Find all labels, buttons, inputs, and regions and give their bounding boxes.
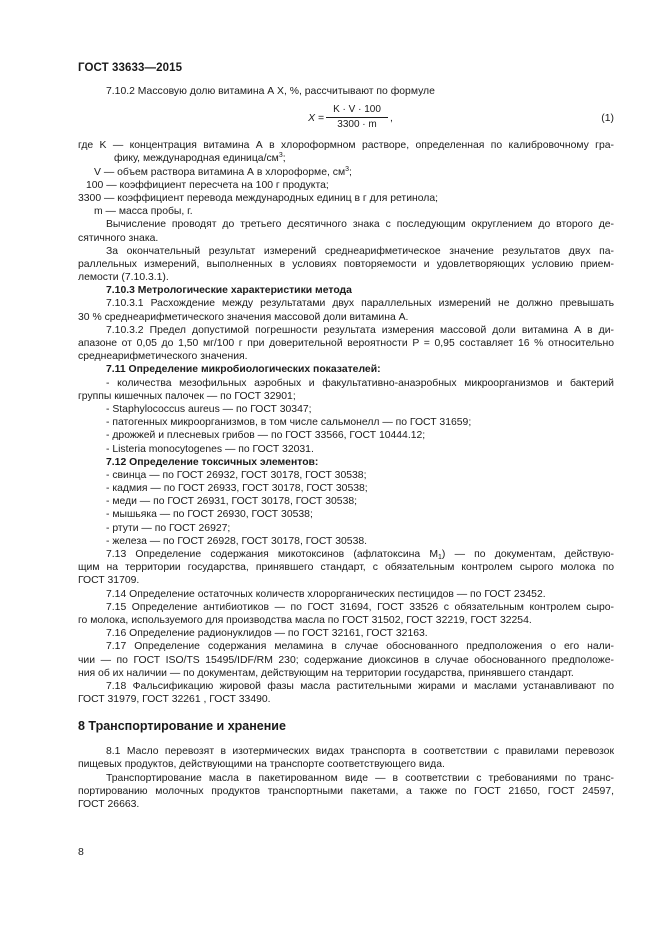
list-item: - железа — по ГОСТ 26928, ГОСТ 30178, ГОСТ 30538. xyxy=(106,535,368,547)
paragraph-line: Вычисление проводят до третьего десятичного знака с последующим округлением до второго де- xyxy=(106,219,614,231)
clause-7-14: 7.14 Определение остаточных количеств хлорорганических пестицидов — по ГОСТ 23452. xyxy=(106,588,546,600)
paragraph-line: портированию молочных продуктов транспортными пакетами, а также по ГОСТ 21650, ГОСТ 24597, xyxy=(78,785,614,797)
document-body xyxy=(78,85,614,811)
list-item: - кадмия — по ГОСТ 26933, ГОСТ 30178, ГОСТ 30538; xyxy=(106,483,368,495)
paragraph-line: чии — по ГОСТ ISO/TS 15495/IDF/RM 230; содержание диоксинов в случае обоснованного предположе- xyxy=(78,654,614,666)
paragraph-line: среднеарифметического значения. xyxy=(78,351,248,363)
formula-numerator: K · V · 100 xyxy=(326,103,388,118)
page-number: 8 xyxy=(78,846,84,858)
list-item: - количества мезофильных аэробных и факультативно-анаэробных микроорганизмов и бактерий xyxy=(106,377,614,389)
paragraph-line: ния об их наличии — по документам, действующим на территории государства, принявшего стандарт. xyxy=(78,667,574,679)
formula-lhs: X = xyxy=(308,113,324,125)
formula-1 xyxy=(78,103,614,135)
list-item: - Staphylococcus aureus — по ГОСТ 30347; xyxy=(106,403,312,415)
paragraph-line: 7.15 Определение антибиотиков — по ГОСТ 31694, ГОСТ 33526 с обязательным контролем сыро- xyxy=(106,601,614,613)
list-item: - ртути — по ГОСТ 26927; xyxy=(106,522,231,534)
paragraph-line: ГОСТ 31979, ГОСТ 32261 , ГОСТ 33490. xyxy=(78,694,271,706)
list-item: - дрожжей и плесневых грибов — по ГОСТ 33566, ГОСТ 10444.12; xyxy=(106,430,426,442)
where-line: фику, международная единица/$см^3$; xyxy=(114,152,286,165)
paragraph-line: 8.1 Масло перевозят в изотермических видах транспорта в соответствии с правилами перевозок xyxy=(106,746,614,758)
paragraph-line: За окончательный результат измерений среднеарифметическое значение результатов двух па- xyxy=(106,245,614,257)
list-item: - свинца — по ГОСТ 26932, ГОСТ 30178, ГОСТ 30538; xyxy=(106,469,367,481)
list-item: - Listeria monocytogenes — по ГОСТ 32031. xyxy=(106,443,314,455)
where-line: 3300 — коэффициент перевода международных единиц в г для ретинола; xyxy=(78,192,439,204)
clause-7-10-2: 7.10.2 Массовую долю витамина А X, %, рассчитывают по формуле xyxy=(106,86,435,97)
formula-fraction xyxy=(326,103,388,131)
list-item: группы кишечных палочек — по ГОСТ 32901; xyxy=(78,390,296,402)
section-heading-8: 8 Транспортирование и хранение xyxy=(78,719,286,734)
paragraph-line: го молока, используемого для производства масла по ГОСТ 31502, ГОСТ 32219, ГОСТ 32254. xyxy=(78,614,532,626)
list-item: - меди — по ГОСТ 26931, ГОСТ 30178, ГОСТ 30538; xyxy=(106,496,358,508)
formula-denominator: 3300 · m xyxy=(337,119,377,131)
running-header: ГОСТ 33633—2015 xyxy=(78,62,183,74)
paragraph-line: лемости (7.10.3.1). xyxy=(78,272,169,284)
paragraph-line: Транспортирование масла в пакетированном виде — в соответствии с требованиями по транс- xyxy=(106,772,614,784)
paragraph-line: 7.13 Определение содержания микотоксинов (афлатоксина $M_1$) — по документам, действую- xyxy=(106,549,614,561)
formula-number: (1) xyxy=(601,113,614,125)
formula-comma: , xyxy=(390,113,393,125)
heading-7-10-3: 7.10.3 Метрологические характеристики метода xyxy=(106,285,352,297)
where-line: где K — концентрация витамина А в хлороформном растворе, определенная по калибровочному гра- xyxy=(78,140,614,152)
heading-7-12: 7.12 Определение токсичных элементов: xyxy=(106,456,319,468)
where-line: 100 — коэффициент пересчета на 100 г продукта; xyxy=(86,179,329,191)
paragraph-line: 7.10.3.2 Предел допустимой погрешности результата измерения массовой доли витамина А в ди- xyxy=(106,324,614,336)
paragraph-line: 7.18 Фальсификацию жировой фазы масла растительными жирами и маслами устанавливают по xyxy=(106,680,614,692)
paragraph-line: 30 % среднеарифметического значения массовой доли витамина А. xyxy=(78,311,409,323)
paragraph-line: пищевых продуктов, действующими на транспорте соответствующего вида. xyxy=(78,759,445,771)
paragraph-line: ГОСТ 31709. xyxy=(78,575,140,587)
paragraph-line: ГОСТ 26663. xyxy=(78,799,140,810)
where-line: m — масса пробы, г. xyxy=(94,206,193,218)
paragraph-line: сятичного знака. xyxy=(78,232,159,244)
paragraph-line: 7.10.3.1 Расхождение между результатами двух параллельных измерений не должно превышать xyxy=(106,298,614,310)
list-item: - патогенных микроорганизмов, в том числе сальмонелл — по ГОСТ 31659; xyxy=(106,417,472,429)
list-item: - мышьяка — по ГОСТ 26930, ГОСТ 30538; xyxy=(106,509,313,521)
heading-7-11: 7.11 Определение микробиологических показателей: xyxy=(106,364,381,376)
paragraph-line: щим на территории государства, принявшего стандарт, с обязательным контролем сырого молока по xyxy=(78,562,614,574)
where-line: V — объем раствора витамина А в хлороформе, $см^3$; xyxy=(94,165,352,178)
clause-7-16: 7.16 Определение радионуклидов — по ГОСТ 32161, ГОСТ 32163. xyxy=(106,628,428,640)
paragraph-line: раллельных измерений, выполненных в условиях повторяемости и удовлетворяющих условию прием- xyxy=(78,258,614,270)
paragraph-line: 7.17 Определение содержания меламина в случае обоснованного предположения о его нали- xyxy=(106,641,614,653)
paragraph-line: апазоне от 0,05 до 1,50 мг/100 г при доверительной вероятности P = 0,95 составляет 16 % относительно xyxy=(78,338,614,349)
